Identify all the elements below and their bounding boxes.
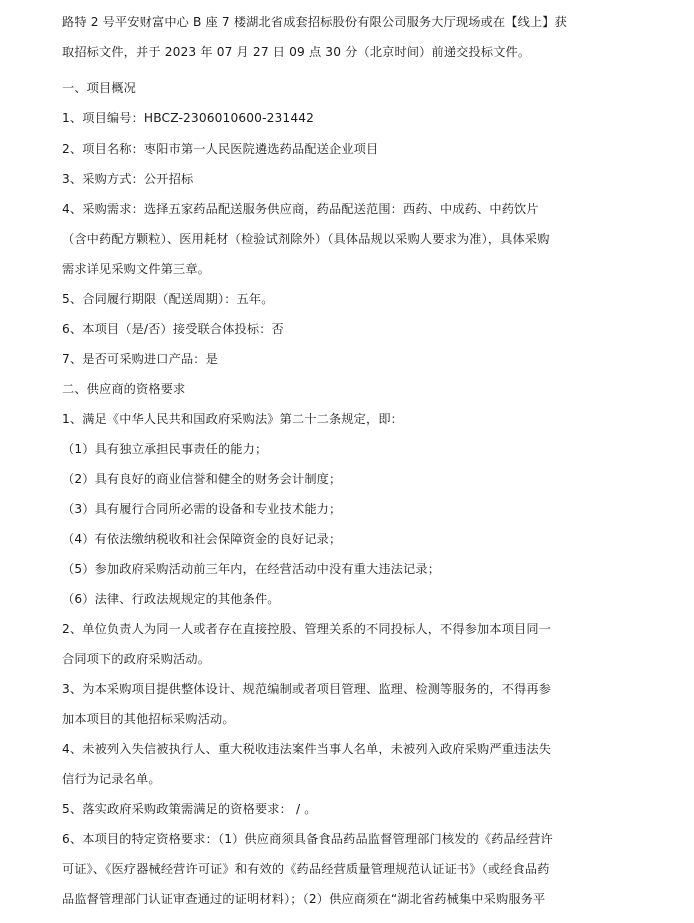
text-line: （3）具有履行合同所必需的设备和专业技术能力； bbox=[62, 502, 342, 516]
text-line: 路特 2 号平安财富中心 B 座 7 楼湖北省成套招标股份有限公司服务大厅现场或在【线上】获 bbox=[62, 15, 567, 29]
text-line: （2）具有良好的商业信誉和健全的财务会计制度； bbox=[62, 472, 342, 486]
text-line: 取招标文件，并于 2023 年 07 月 27 日 09 点 30 分（北京时间）前递交投标文件。 bbox=[62, 45, 531, 59]
text-line: （含中药配方颗粒）、医用耗材（检验试剂除外）（具体品规以采购人要求为准），具体采购 bbox=[62, 232, 550, 246]
text-line: 需求详见采购文件第三章。 bbox=[62, 262, 211, 276]
text-line: 1、满足《中华人民共和国政府采购法》第二十二条规定，即： bbox=[62, 412, 404, 426]
section-heading: 二、供应商的资格要求 bbox=[62, 382, 186, 396]
text-line: 可证》、《医疗器械经营许可证》和有效的《药品经营质量管理规范认证证书》（或经食品药 bbox=[62, 862, 550, 876]
text-line: 5、合同履行期限（配送周期）：五年。 bbox=[62, 292, 274, 306]
text-line: 6、本项目的特定资格要求：（1）供应商须具备食品药品监督管理部门核发的《药品经营许 bbox=[62, 832, 553, 846]
text-line: 1、项目编号：HBCZ-2306010600-231442 bbox=[62, 111, 315, 125]
text-line: 加本项目的其他招标采购活动。 bbox=[62, 712, 235, 726]
text-line: 品监督管理部门认证审查通过的证明材料）；（2）供应商须在“湖北省药械集中采购服务平 bbox=[62, 892, 546, 906]
text-line: （4）有依法缴纳税收和社会保障资金的良好记录； bbox=[62, 532, 342, 546]
text-line: 3、为本采购项目提供整体设计、规范编制或者项目管理、监理、检测等服务的，不得再参 bbox=[62, 682, 552, 696]
section-heading: 一、项目概况 bbox=[62, 81, 137, 95]
text-line: 信行为记录名单。 bbox=[62, 772, 161, 786]
text-line: 4、未被列入失信被执行人、重大税收违法案件当事人名单，未被列入政府采购严重违法失 bbox=[62, 742, 552, 756]
text-line: 2、单位负责人为同一人或者存在直接控股、管理关系的不同投标人，不得参加本项目同一 bbox=[62, 622, 552, 636]
text-line: 3、采购方式：公开招标 bbox=[62, 172, 194, 186]
text-line: （6）法律、行政法规规定的其他条件。 bbox=[62, 592, 280, 606]
text-line: 6、本项目（是/否）接受联合体投标：否 bbox=[62, 322, 284, 336]
text-line: 合同项下的政府采购活动。 bbox=[62, 652, 211, 666]
text-line: （5）参加政府采购活动前三年内，在经营活动中没有重大违法记录； bbox=[62, 562, 441, 576]
text-line: （1）具有独立承担民事责任的能力； bbox=[62, 442, 268, 456]
text-line: 5、落实政府采购政策需满足的资格要求： / 。 bbox=[62, 802, 317, 816]
text-line: 7、是否可采购进口产品：是 bbox=[62, 352, 218, 366]
text-line: 2、项目名称：枣阳市第一人民医院遴选药品配送企业项目 bbox=[62, 142, 379, 156]
text-line: 4、采购需求：选择五家药品配送服务供应商，药品配送范围：西药、中成药、中药饮片 bbox=[62, 202, 539, 216]
